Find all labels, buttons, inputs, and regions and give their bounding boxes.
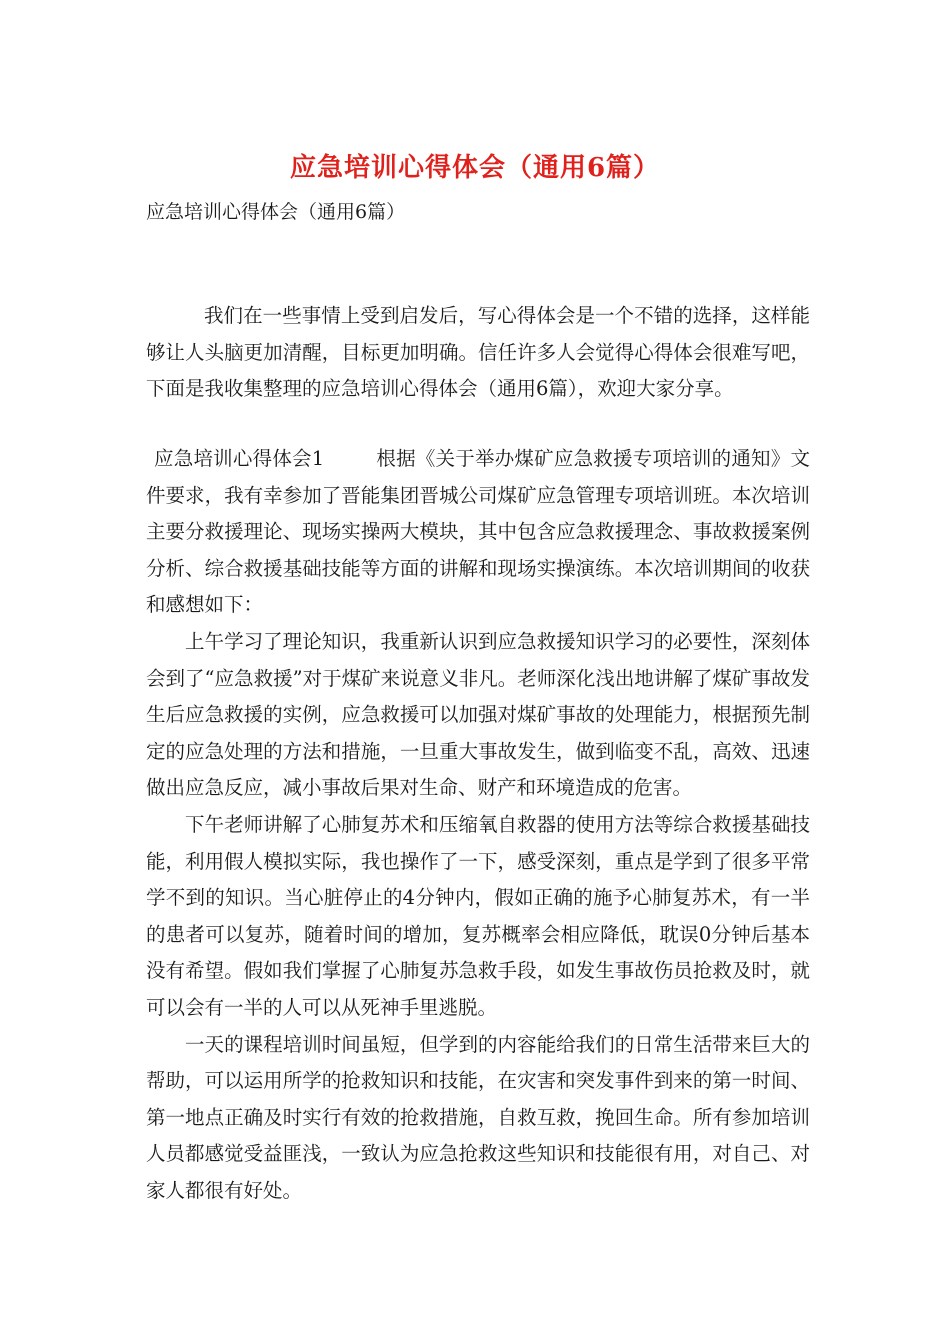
section-1-paragraph-1: [146, 441, 810, 624]
section-1-heading: 应急培训心得体会1: [154, 447, 325, 470]
section-1: [146, 441, 810, 1209]
section-1-paragraph-4: 一天的课程培训时间虽短，但学到的内容能给我们的日常生活带来巨大的帮助，可以运用所学的抢救知识和技能，在灾害和突发事件到来的第一时间、第一地点正确及时实行有效的抢救措施，自救互救，挽回生命。所有参加培训人员都感觉受益匪浅，一致认为应急抢救这些知识和技能很有用，对自己、对家人都很有好处。: [146, 1032, 810, 1202]
document-subtitle: 应急培训心得体会（通用6篇）: [146, 201, 406, 223]
section-1-paragraph-2: 上午学习了理论知识，我重新认识到应急救援知识学习的必要性，深刻体会到了“应急救援”对于煤矿来说意义非凡。老师深化浅出地讲解了煤矿事故发生后应急救援的实例，应急救援可以加强对煤矿事故的处理能力，根据预先制定的应急处理的方法和措施，一旦重大事故发生，做到临变不乱，高效、迅速做出应急反应，减小事故后果对生命、财产和环境造成的危害。: [146, 629, 810, 800]
document-title: 应急培训心得体会（通用6篇）: [289, 153, 661, 183]
section-1-paragraph-1-text: 根据《关于举办煤矿应急救援专项培训的通知》文件要求，我有幸参加了晋能集团晋城公司煤矿应急管理专项培训班。本次培训主要分救援理论、现场实操两大模块，其中包含应急救援理念、事故救援案例分析、综合救援基础技能等方面的讲解和现场实操演练。本次培训期间的收获和感想如下：: [146, 447, 810, 617]
intro-paragraph: 我们在一些事情上受到启发后，写心得体会是一个不错的选择，这样能够让人头脑更加清醒，目标更加明确。信任许多人会觉得心得体会很难写吧，下面是我收集整理的应急培训心得体会（通用6篇），欢迎大家分享。: [146, 304, 810, 401]
section-1-paragraph-3: 下午老师讲解了心肺复苏术和压缩氧自救器的使用方法等综合救援基础技能，利用假人模拟实际，我也操作了一下，感受深刻，重点是学到了很多平常学不到的知识。当心脏停止的4分钟内，假如正确的施予心肺复苏术，有一半的患者可以复苏，随着时间的增加，复苏概率会相应降低，耽误0分钟后基本没有希望。假如我们掌握了心肺复苏急救手段，如发生事故伤员抢救及时，就可以会有一半的人可以从死神手里逃脱。: [146, 812, 810, 1019]
